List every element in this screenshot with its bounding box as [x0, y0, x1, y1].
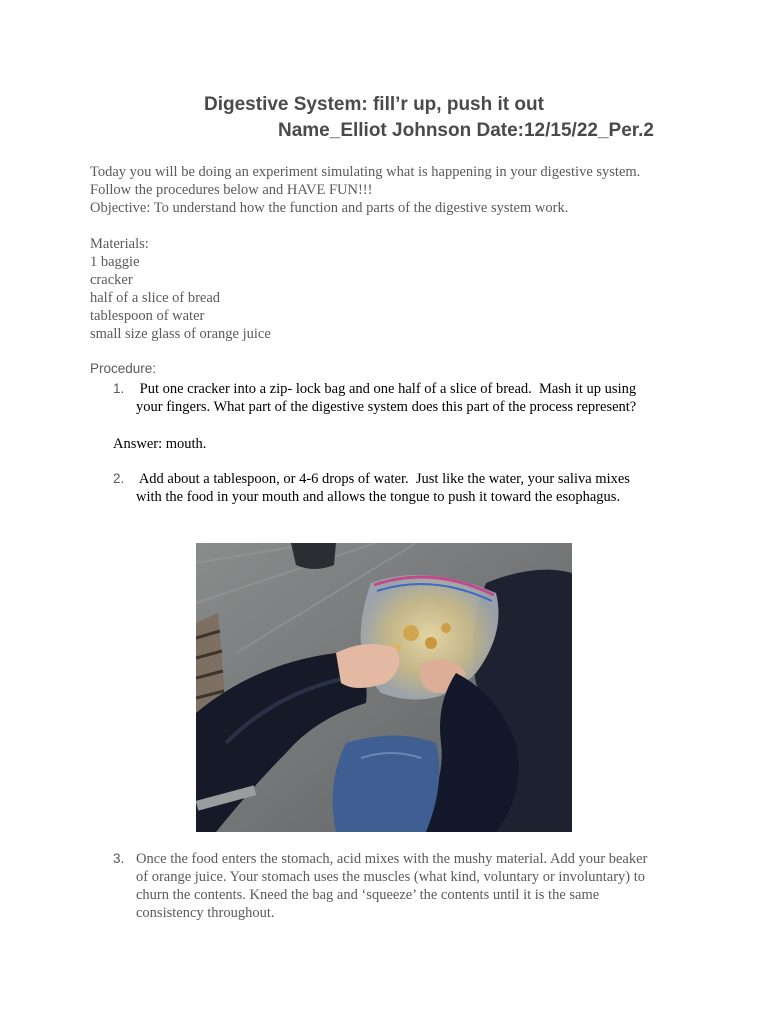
- materials-label: Materials:: [90, 236, 149, 252]
- step-line: consistency throughout.: [136, 905, 275, 921]
- intro-line: Follow the procedures below and HAVE FUN!!!: [90, 182, 373, 198]
- step-line: your fingers. What part of the digestive system does this part of the process represent?: [136, 399, 637, 415]
- material-item: small size glass of orange juice: [90, 326, 271, 342]
- procedure-label: Procedure:: [90, 361, 157, 376]
- answer-text: Answer: mouth.: [113, 436, 207, 452]
- step-2-text: [136, 470, 696, 506]
- step-number: 1.: [113, 381, 125, 396]
- step-number: 3.: [113, 851, 125, 866]
- intro-paragraph: [90, 163, 690, 217]
- name-date-line: Name_Elliot Johnson Date:12/15/22_Per.2: [278, 120, 654, 141]
- document-title: Digestive System: fill’r up, push it out: [204, 94, 544, 115]
- step-line: Once the food enters the stomach, acid mixes with the mushy material. Add your beaker: [136, 851, 648, 867]
- materials-list: [90, 235, 690, 343]
- material-item: tablespoon of water: [90, 308, 205, 324]
- material-item: 1 baggie: [90, 254, 140, 270]
- photo-illustration: [196, 543, 572, 832]
- material-item: half of a slice of bread: [90, 290, 221, 306]
- material-item: cracker: [90, 272, 133, 288]
- objective-line: Objective: To understand how the function and parts of the digestive system work.: [90, 200, 569, 216]
- experiment-photo: [196, 543, 572, 832]
- step-line: Add about a tablespoon, or 4-6 drops of water. Just like the water, your saliva mixes: [136, 471, 630, 487]
- step-line: Put one cracker into a zip- lock bag and one half of a slice of bread. Mash it up using: [136, 381, 637, 397]
- step-3-text: [136, 850, 696, 922]
- step-number: 2.: [113, 471, 125, 486]
- intro-line: Today you will be doing an experiment simulating what is happening in your digestive system.: [90, 164, 641, 180]
- step-1-text: [136, 380, 696, 416]
- step-line: of orange juice. Your stomach uses the muscles (what kind, voluntary or involuntary) to: [136, 869, 646, 885]
- step-line: churn the contents. Kneed the bag and ‘squeeze’ the contents until it is the same: [136, 887, 600, 903]
- step-line: with the food in your mouth and allows the tongue to push it toward the esophagus.: [136, 489, 621, 505]
